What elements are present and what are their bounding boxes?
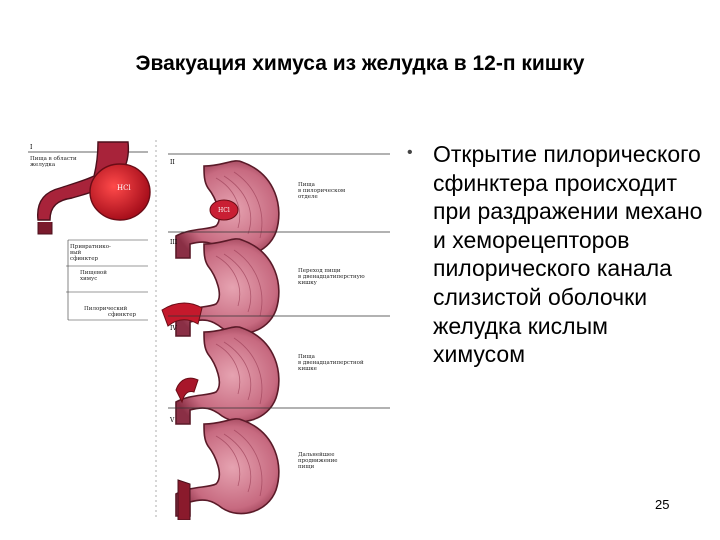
stomach-evacuation-figure [28, 140, 398, 520]
panel-numeral-2: II [170, 159, 175, 166]
label-further-movement: Дальнейшее продвижение пищи [298, 452, 338, 470]
panel-2 [168, 154, 390, 258]
label-pyloric-muscle: Привратнико-вый сфинктер [70, 244, 111, 262]
hcl-label: HCl [117, 184, 131, 192]
hcl-label: HCl [196, 297, 208, 304]
hcl-label: HCl [218, 207, 230, 214]
panel-numeral-3: III [170, 239, 178, 246]
panel-1 [28, 142, 150, 320]
panel-numeral-4: IV [170, 325, 177, 332]
panel-numeral-1: I [30, 144, 33, 151]
page-number: 25 [655, 497, 670, 512]
slide-title: Эвакуация химуса из желудка в 12-п кишку [135, 52, 585, 75]
label-chyme: Пищевой химус [80, 270, 107, 282]
bullet-item: Открытие пилорического сфинктера происходит при раздражении механо и хеморецепторов пилорического канала слизистой оболочки желудка кислым химусом [433, 141, 703, 368]
label-food-transition: Переход пищи в двенадцатиперстную кишку [298, 268, 365, 286]
label-food-in-stomach: Пища в области желудка [30, 156, 77, 168]
panel-5 [169, 417, 338, 520]
label-food-duodenum: Пища в двенадцатиперстной кишке [298, 354, 364, 372]
bullet-marker: • [407, 144, 413, 161]
label-pyloric-sphincter: Пилорический сфинктер [84, 306, 136, 318]
panel-numeral-5: V [170, 417, 175, 424]
panel-4 [168, 325, 390, 424]
label-food-pyloric: Пища в пилорическом отделе [298, 182, 346, 200]
panel-3 [162, 239, 390, 336]
